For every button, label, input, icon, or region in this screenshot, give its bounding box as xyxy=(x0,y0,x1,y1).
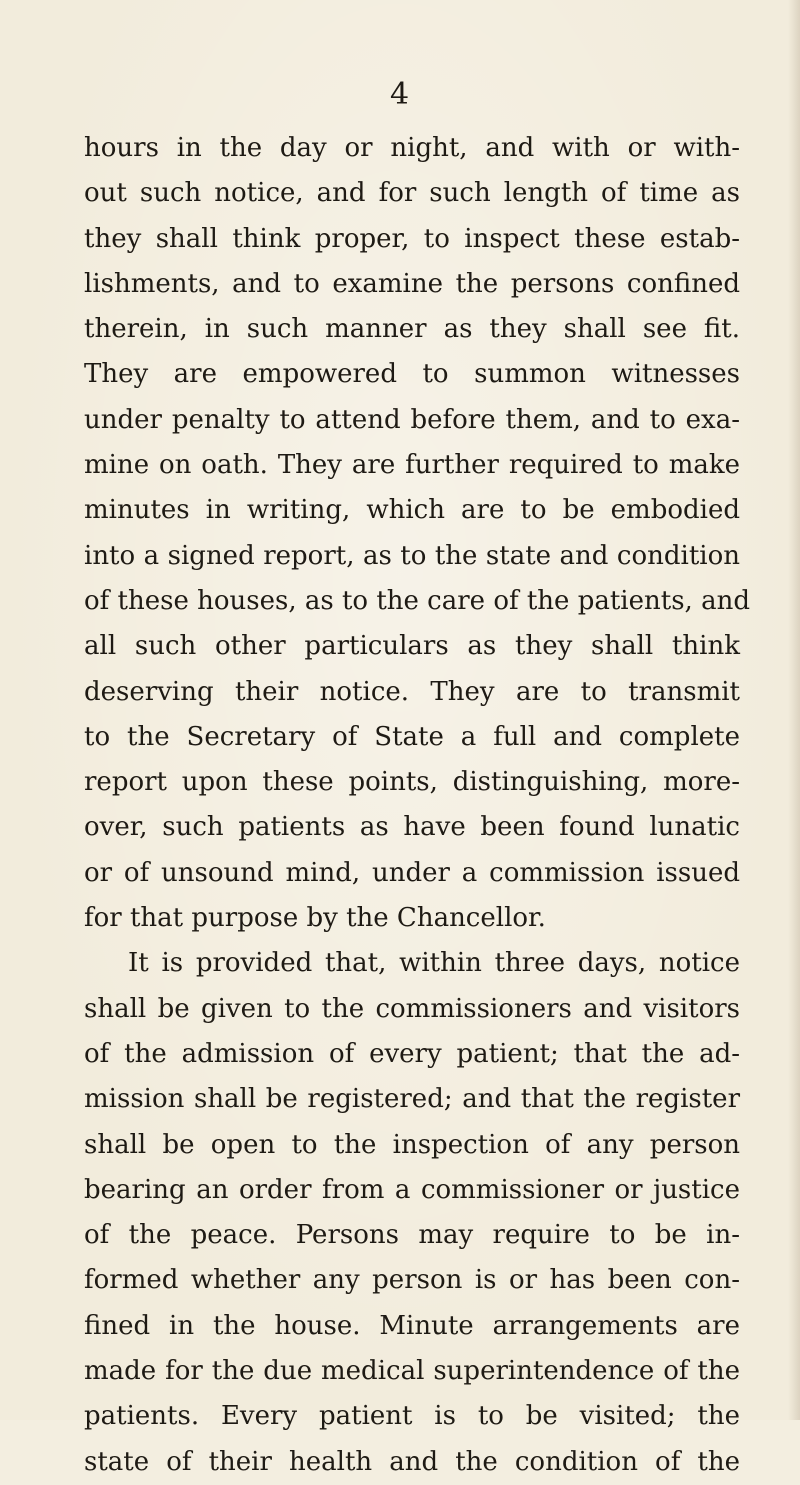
text-line-13: deserving their notice. They are to transmit xyxy=(84,676,740,707)
text-line-22: mission shall be registered; and that the register xyxy=(84,1084,740,1115)
page-edge-shadow xyxy=(788,0,800,1420)
text-line-4: lishments, and to examine the persons confined xyxy=(84,268,740,299)
text-line-7: under penalty to attend before them, and to exa- xyxy=(84,404,740,435)
text-line-26: formed whether any person is or has been con- xyxy=(84,1265,740,1296)
text-line-27: fined in the house. Minute arrangements are xyxy=(84,1310,740,1341)
text-line-29: patients. Every patient is to be visited; the xyxy=(84,1401,740,1432)
text-line-3: they shall think proper, to inspect these estab- xyxy=(84,223,740,254)
text-line-30: state of their health and the condition of the xyxy=(84,1446,740,1477)
page-number: 4 xyxy=(389,77,411,112)
text-line-20: shall be given to the commissioners and visitors xyxy=(84,993,740,1024)
text-line-10: into a signed report, as to the state and condition xyxy=(84,540,740,571)
text-line-1: hours in the day or night, and with or with- xyxy=(84,133,740,163)
text-line-9: minutes in writing, which are to be embodied xyxy=(84,495,740,526)
text-line-12: all such other particulars as they shall think xyxy=(84,631,740,662)
text-line-25: of the peace. Persons may require to be in- xyxy=(84,1220,740,1251)
text-line-23: shall be open to the inspection of any person xyxy=(84,1129,740,1160)
text-line-17: or of unsound mind, under a commission issued xyxy=(84,857,740,888)
text-line-2: out such notice, and for such length of time as xyxy=(84,178,740,209)
body-text xyxy=(84,126,750,1485)
text-line-8: mine on oath. They are further required to make xyxy=(84,450,740,481)
text-line-5: therein, in such manner as they shall see fit. xyxy=(84,314,740,345)
text-line-14: to the Secretary of State a full and complete xyxy=(84,721,740,752)
text-line-15: report upon these points, distinguishing, more- xyxy=(84,767,740,798)
text-line-6: They are empowered to summon witnesses xyxy=(84,359,740,390)
text-line-28: made for the due medical superintendence of the xyxy=(84,1356,740,1387)
text-line-19: It is provided that, within three days, notice xyxy=(128,948,740,979)
text-line-16: over, such patients as have been found lunatic xyxy=(84,812,740,843)
text-line-21: of the admission of every patient; that the ad- xyxy=(84,1038,740,1069)
text-line-18: for that purpose by the Chancellor. xyxy=(84,903,546,934)
text-line-11: of these houses, as to the care of the patients, and xyxy=(84,585,750,616)
text-line-24: bearing an order from a commissioner or justice xyxy=(84,1174,740,1205)
